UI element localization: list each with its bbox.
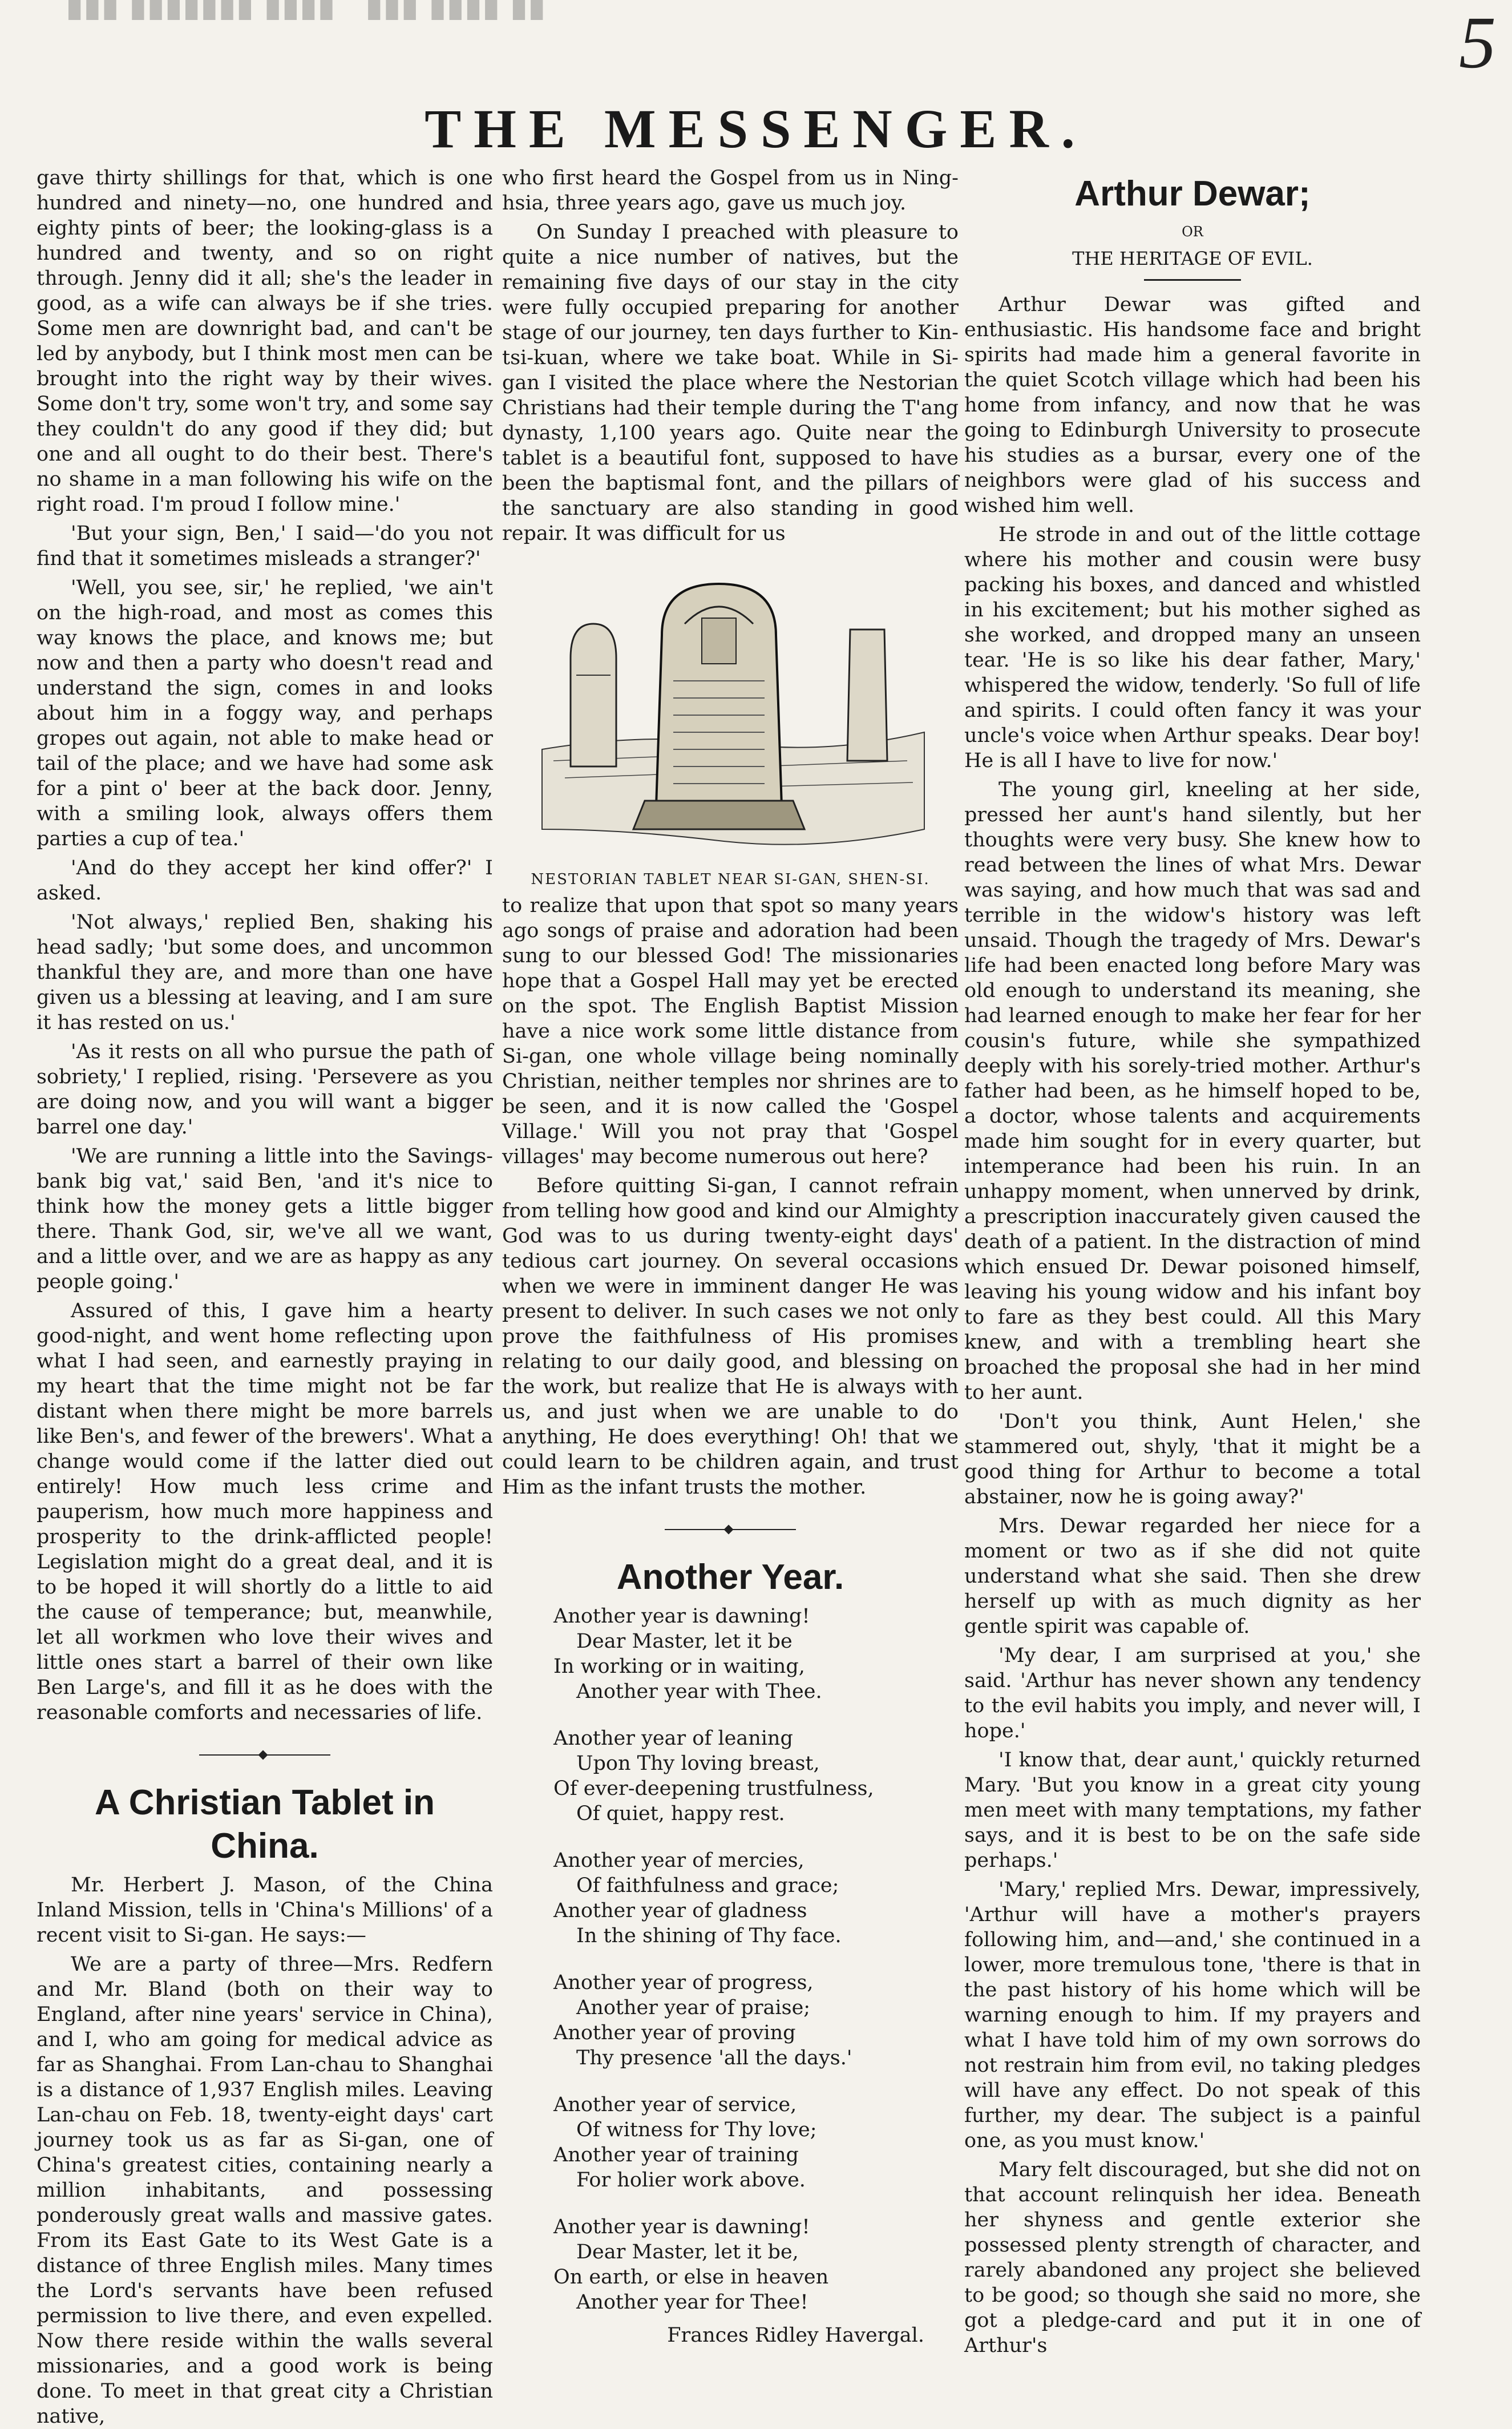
poem-title: Another Year. <box>616 1558 844 1597</box>
column-left <box>37 166 493 2428</box>
poem-stanza <box>553 1604 959 1704</box>
poem-line: Dear Master, let it be, <box>576 2241 799 2263</box>
poem-line: Another year of leaning <box>553 1727 793 1750</box>
masthead-title: THE MESSENGER. <box>425 98 1087 159</box>
story-continuation-paragraph: Assured of this, I gave him a hearty good-night, and went home reflecting upon what I had seen, and earnestly praying in my heart that the time might not be far distant when there might be more barrels like Ben's, and fewer of the brewers'. What a change would come if the latter died out entirely! How much less crime and pauperism, how much more happiness and prosperity to the drink-afflicted people! Legislation might do a great deal, and it is to be hoped it will shortly do a little to aid the cause of temperance; but, meanwhile, let all workmen who love their wives and little ones start a barrel of their own like Ben Large's, and fill it as he does with the reasonable comforts and necessaries of life. <box>37 1300 493 1724</box>
article-paragraph: Before quitting Si-gan, I cannot refrain from telling how good and kind our Almighty God was to us during twenty-eight days' tedious cart journey. On several occasions when we were in imminent danger He was present to deliver. In such cases we not only prove the faithfulness of His promises relating to our daily good, and blessing on the work, but realize that He is always with us, and just when we are unable to do anything, He does everything! Oh! that we could learn to be children again, and trust Him as the infant trusts the mother. <box>502 1175 959 1499</box>
story-continuation-paragraph: gave thirty shillings for that, which is one hundred and ninety—no, one hundred and eighty pints of beer; the looking-glass is a hundred and twenty, and so on right through. Jenny did it all; she's the leader in good, as a wife can always be if she tries. Some men are downright bad, and can't be led by anybody, but I think most men can be brought into the right way by their wives. Some don't try, some won't try, and some say they couldn't do any good if they did; but one and all ought to do their best. There's no shame in a man following his wife on the right road. I'm proud I follow mine.' <box>37 167 493 516</box>
poem-stanza <box>553 1848 959 1948</box>
article-paragraph: We are a party of three—Mrs. Redfern and Mr. Bland (both on their way to England, after nine years' service in China), and I, who am going for medical advice as far as Shanghai. From Lan-chau to Shanghai is a distance of 1,937 English miles. Leaving Lan-chau on Feb. 18, twenty-eight days' cart journey took us as far as Si-gan, one of China's greatest cities, containing nearly a million inhabitants, and possessing ponderously great walls and massive gates. From its East Gate to its West Gate is a distance of three English miles. Many times the Lord's servants have been refused permission to live there, and even expelled. Now there reside within the walls several missionaries, and a good work is being done. To meet in that great city a Christian native, <box>37 1953 493 2428</box>
poem-line: Dear Master, let it be <box>576 1630 793 1653</box>
story-continuation-paragraph: 'Well, you see, sir,' he replied, 'we ain't on the high-road, and most as comes this way knows the place, and knows me; but now and then a party who doesn't read and understand the sign, comes in and looks about him in a foggy way, and perhaps gropes out again, not able to make head or tail of the place; and we have had some ask for a pint o' beer at the back door. Jenny, with a smiling look, always offers them parties a cup of tea.' <box>37 576 493 850</box>
story-paragraph: 'My dear, I am surprised at you,' she said. 'Arthur has never shown any tendency to the evil habits you imply, and never will, I hope.' <box>964 1644 1421 1742</box>
poem-line: Another year is dawning! <box>553 1605 810 1628</box>
section-divider-ornament <box>665 1526 796 1533</box>
poem-line: For holier work above. <box>576 2169 806 2192</box>
nestorian-tablet-illustration <box>502 561 959 864</box>
poem-stanza <box>553 2092 959 2193</box>
poem-line: Of ever-deepening trustfulness, <box>553 1777 874 1800</box>
poem-line: Of quiet, happy rest. <box>576 1802 785 1825</box>
poem-line: Another year of praise; <box>576 1996 811 2019</box>
column-middle <box>502 166 959 2369</box>
article-paragraph: On Sunday I preached with pleasure to quite a nice number of natives, but the remaining five days of our stay in the city were fully occupied preparing for another stage of our journey, ten days further to Kin-tsi-kuan, where we take boat. While in Si-gan I visited the place where the Nestorian Christians had their temple during the T'ang dynasty, 1,100 years ago. Quite near the tablet is a beautiful font, supposed to have been the baptismal font, and the pillars of the sanctuary are also standing in good repair. It was difficult for us <box>502 221 959 545</box>
story-continuation-paragraph: 'Not always,' replied Ben, shaking his head sadly; 'but some does, and uncommon thankful they are, and more than one have given us a blessing at leaving, and I am sure it has rested on us.' <box>37 911 493 1034</box>
poem-author: Frances Ridley Havergal. <box>667 2324 924 2347</box>
page-number: 5 <box>1459 2 1496 84</box>
story-paragraph: 'Don't you think, Aunt Helen,' she stammered out, shyly, 'that it might be a good thing for Arthur to become a total abstainer, now he is going away?' <box>964 1410 1421 1508</box>
poem-stanza <box>553 1726 959 1826</box>
section-divider-ornament <box>199 1752 330 1758</box>
poem-line: Another year of progress, <box>553 1971 814 1994</box>
bleed-through-header: ███ ███████ ████ ███ ████ ██ <box>68 0 549 19</box>
story-paragraph: The young girl, kneeling at her side, pressed her aunt's hand silently, but her thoughts were very busy. She knew how to read between the lines of what Mrs. Dewar was saying, and how much that was sad and terrible in the widow's history was left unsaid. Though the tragedy of Mrs. Dewar's life had been enacted long before Mary was old enough to understand its meaning, she had learned enough to make her fear for her cousin's future, while she sympathized deeply with his sorely-tried mother. Arthur's father had been, as he himself hoped to be, a doctor, whose talents and acquirements made him sought for in every quarter, but intemperance had been his ruin. In an unhappy moment, when unnerved by drink, a prescription inaccurately given caused the death of a patient. In the distraction of mind which ensued Dr. Dewar poisoned himself, leaving his young widow and his infant boy to fare as they best could. All this Mary knew, and with a trembling heart she broached the proposal she had in her mind to her aunt. <box>964 778 1421 1404</box>
story-title: Arthur Dewar; <box>1074 174 1311 213</box>
article-paragraph: to realize that upon that spot so many years ago songs of praise and adoration had been sung to our blessed God! The missionaries hope that a Gospel Hall may yet be erected on the spot. The English Baptist Mission have a nice work some little distance from Si-gan, one whole village being nominally Christian, neither temples nor shrines are to be seen, and it is now called the 'Gospel Village.' Will you not pray that 'Gospel villages' may become numerous out here? <box>502 894 959 1168</box>
poem-line: In the shining of Thy face. <box>576 1924 842 1947</box>
poem-line: Another year of service, <box>553 2093 797 2116</box>
poem-line: Upon Thy loving breast, <box>576 1752 820 1775</box>
story-or: OR <box>1182 224 1203 240</box>
poem-line: Another year for Thee! <box>576 2291 808 2314</box>
poem-stanza <box>553 1970 959 2071</box>
story-paragraph: 'I know that, dear aunt,' quickly returned Mary. 'But you know in a great city young men meet with many temptations, my father says, and it is best to be on the safe side perhaps.' <box>964 1749 1421 1872</box>
story-paragraph: Mrs. Dewar regarded her niece for a moment or two as if she did not quite understand what she said. Then she drew herself up with as much dignity as her gentle spirit was capable of. <box>964 1515 1421 1638</box>
poem-stanza <box>553 2214 959 2315</box>
poem-line: On earth, or else in heaven <box>553 2266 829 2289</box>
poem-line: Of witness for Thy love; <box>576 2119 817 2141</box>
poem-line: Another year with Thee. <box>576 1680 822 1703</box>
story-continuation-paragraph: 'As it rests on all who pursue the path of sobriety,' I replied, rising. 'Persevere as you are doing now, and you will want a bigger barrel one day.' <box>37 1040 493 1139</box>
title-rule <box>1144 279 1241 281</box>
article-title-tablet: A Christian Tablet in China. <box>95 1783 435 1866</box>
story-paragraph: He strode in and out of the little cottage where his mother and cousin were busy packing his boxes, and danced and whistled in his excitement; but his mother sighed as she worked, and dropped many an unseen tear. 'He is so like his dear father, Mary,' whispered the widow, tenderly. 'So full of life and spirits. I could often fancy it was your uncle's voice when Arthur speaks. Dear boy! He is all I have to live for now.' <box>964 523 1421 772</box>
column-right <box>964 166 1421 2369</box>
poem-line: Thy presence 'all the days.' <box>576 2047 852 2069</box>
story-paragraph: Mary felt discouraged, but she did not on that account relinquish her idea. Beneath her shyness and gentle exterior she possessed plenty strength of character, and rarely abandoned any project she believed to be good; so though she said no more, she got a pledge-card and put it in one of Arthur's <box>964 2158 1421 2357</box>
article-paragraph: Mr. Herbert J. Mason, of the China Inland Mission, tells in 'China's Millions' of a recent visit to Si-gan. He says:— <box>37 1874 493 1947</box>
story-paragraph: 'Mary,' replied Mrs. Dewar, impressively, 'Arthur will have a mother's prayers following him, and—and,' she continued in a lower, more tremulous tone, 'there is that in the past history of his home which will be warning enough to him. If my prayers and what I have told him of my own sorrows do not restrain him from evil, no taking pledges will have any effect. Do not speak of this further, my dear. The subject is a painful one, as you must know.' <box>964 1878 1421 2152</box>
poem-line: Another year of mercies, <box>553 1849 804 1872</box>
poem-line: Of faithfulness and grace; <box>576 1874 839 1897</box>
illustration-caption: NESTORIAN TABLET NEAR SI-GAN, SHEN-SI. <box>531 871 930 888</box>
poem-line: Another year of gladness <box>553 1899 807 1922</box>
poem-line: Another year of training <box>553 2144 799 2166</box>
story-paragraph: Arthur Dewar was gifted and enthusiastic. His handsome face and bright spirits had made him a general favorite in the quiet Scotch village which had been his home from infancy, and now that he was going to Edinburgh University to prosecute his studies as a bursar, every one of the neighbors were glad of his success and wished him well. <box>964 293 1421 517</box>
article-paragraph: who first heard the Gospel from us in Ning-hsia, three years ago, gave us much joy. <box>502 167 959 215</box>
story-continuation-paragraph: 'And do they accept her kind offer?' I asked. <box>37 857 493 905</box>
poem-line: Another year of proving <box>553 2022 796 2044</box>
story-continuation-paragraph: 'We are running a little into the Savings-bank big vat,' said Ben, 'and it's nice to think how the money gets a little bigger there. Thank God, sir, we've all we want, and a little over, and we are as happy as any people going.' <box>37 1145 493 1293</box>
poem-line: Another year is dawning! <box>553 2216 810 2238</box>
story-continuation-paragraph: 'But your sign, Ben,' I said—'do you not find that it sometimes misleads a stranger?' <box>37 522 493 570</box>
story-subtitle: THE HERITAGE OF EVIL. <box>1072 248 1313 269</box>
poem-line: In working or in waiting, <box>553 1655 805 1678</box>
